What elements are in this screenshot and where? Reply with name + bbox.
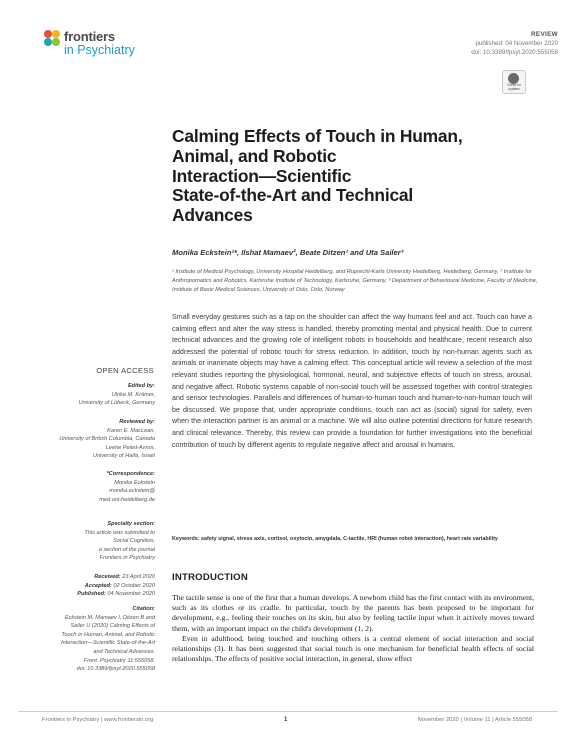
page-number: 1 — [284, 717, 288, 723]
editor-affiliation: University of Lübeck, Germany — [78, 400, 155, 407]
specialty-text: Frontiers in Psychiatry — [99, 555, 155, 562]
citation-text: Front. Psychiatry 11:555058. — [83, 657, 155, 664]
accepted-date: 02 October 2020 — [113, 582, 155, 589]
citation-block — [5, 605, 155, 674]
logo-word-journal: in Psychiatry — [64, 43, 135, 57]
specialty-text: Social Cognition, — [113, 538, 155, 545]
author-list: Monika Eckstein¹*, Ilshat Mamaev², Beate Ditzen¹ and Uta Sailer³ — [172, 248, 404, 257]
footer-divider — [18, 711, 558, 712]
introduction-heading: INTRODUCTION — [172, 572, 248, 583]
specialty-text: This article was submitted to — [84, 529, 155, 536]
specialty-section-label: Specialty section: — [107, 521, 155, 527]
published-date: published: 04 November 2020 — [475, 40, 558, 47]
article-title — [172, 127, 542, 226]
article-type: REVIEW — [530, 31, 558, 38]
correspondent-email[interactable]: med.uni-heidelberg.de — [99, 496, 155, 503]
title-line: Calming Effects of Touch in Human, — [172, 126, 463, 146]
citation-label: Citation: — [132, 606, 155, 612]
published-date-sidebar: 04 November 2020 — [107, 591, 155, 598]
check-updates-label: Check for updates — [507, 83, 521, 91]
accepted-label: Accepted: — [84, 582, 112, 589]
journal-logo — [42, 28, 162, 62]
reviewer-name: Leehe Peled-Avron, — [105, 444, 155, 451]
citation-doi[interactable]: doi: 10.3389/fpsyt.2020.555058 — [76, 666, 155, 673]
reviewer-affiliation: University of Haifa, Israel — [92, 453, 155, 460]
published-label: Published: — [77, 591, 106, 598]
citation-text: Eckstein M, Mamaev I, Ditzen B and — [64, 614, 155, 621]
check-for-updates-button[interactable] — [502, 70, 526, 94]
citation-text: Sailer U (2020) Calming Effects of — [70, 623, 155, 630]
open-access-label: OPEN ACCESS — [96, 366, 154, 375]
article-meta-header — [338, 30, 558, 57]
citation-text: Interaction—Scientific State-of-the-Art — [61, 640, 155, 647]
title-line: State-of-the-Art and Technical — [172, 185, 414, 206]
received-label: Received: — [94, 574, 121, 580]
received-line — [5, 573, 155, 582]
title-line: Interaction—Scientific — [172, 165, 352, 186]
footer-issue-info: November 2020 | Volume 11 | Article 555058 — [417, 717, 532, 723]
keywords: Keywords: safety signal, stress axis, cortisol, oxytocin, amygdala, C-tactile, HRI (human robot interaction), heart rate variability — [172, 536, 498, 542]
received-date: 23 April 2020 — [122, 574, 155, 580]
correspondent-name: Monika Eckstein — [114, 479, 155, 486]
citation-text: Touch in Human, Animal, and Robotic — [61, 631, 155, 638]
correspondent-email[interactable]: monika.eckstein@ — [109, 488, 155, 495]
frontiers-logo-icon — [42, 28, 62, 48]
reviewer-name: Karen E. MacLean, — [107, 427, 155, 434]
correspondence-label: *Correspondence: — [106, 471, 155, 477]
published-line — [5, 590, 155, 599]
title-line: Animal, and Robotic — [172, 145, 337, 166]
reviewed-by-block — [5, 418, 155, 461]
editor-name: Ulrike M. Krämer, — [111, 391, 155, 398]
edited-by-block — [5, 382, 155, 408]
intro-paragraph: Even in adulthood, being touched and touching others is a central element of social interaction and social relationships (3). It has been suggested that social touch is one mechanism for beneficial health effects of social relationships. The effects of positive social interaction, in general, show effect — [172, 633, 534, 664]
article-doi[interactable]: doi: 10.3389/fpsyt.2020.555058 — [471, 49, 558, 56]
edited-by-label: Edited by: — [127, 383, 155, 389]
logo-word-frontiers: frontiers — [64, 29, 115, 44]
introduction-body — [172, 593, 534, 664]
reviewed-by-label: Reviewed by: — [119, 419, 155, 425]
footer-journal-link[interactable]: Frontiers in Psychiatry | www.frontiersin.org — [42, 717, 154, 723]
specialty-section-block — [5, 520, 155, 563]
reviewer-affiliation: University of British Columbia, Canada — [59, 436, 155, 443]
dates-block — [5, 573, 155, 599]
specialty-text: a section of the journal — [98, 546, 155, 553]
accepted-line — [5, 582, 155, 591]
title-line: Advances — [172, 205, 253, 226]
intro-paragraph: The tactile sense is one of the first that a human develops. A newborn child has the first contact with its environment, such as its clothes or its cradle. In particular, touch by the parents has been proposed to be important for development, e.g., feeling their touches on its skin, but also by feeling tactile input when it actively moves toward them, with an important impact on the child's development (1, 2). — [172, 593, 534, 633]
abstract: Small everyday gestures such as a tap on the shoulder can affect the way humans feel and act. Touch can have a calming effect and alter the way stress is handled, thereby promoting mental and physical health. Due to current technical advances and the growing role of intelligent robots in households and healthcare, recent research also addressed the potential of robotic touch for stress reduction. In addition, touch by non-human agents such as animals or inanimate objects may have a calming effect. This conceptual article will review a selection of the most relevant studies reporting the physiological, hormonal, neural, and subjective effects of touch on stress, arousal, and negative affect. Robotic systems capable of non-social touch will be assessed together with control strategies and sensor technologies. Parallels and differences of human-to-human touch and human-to-non-human touch will be discussed. We propose that, under appropriate conditions, touch can act as (social) signal for safety, even when the interaction partner is an animal or a machine. We will also outline potential directions for future research and clinical relevance. Thereby, this review can provide a foundation for further investigations into the beneficial contribution of touch by different agents to regulate negative affect and arousal in humans. — [172, 313, 532, 449]
citation-text: and Technical Advances. — [93, 648, 155, 655]
correspondence-block — [5, 470, 155, 504]
affiliations: ¹ Institute of Medical Psychology, University Hospital Heidelberg, and Ruprecht-Karls University Heidelberg, Heidelberg, Germany, ² Institute for Anthropomatics and Robotics, Karlsruhe Institute of Technology, Karlsruhe, Germany, ³ Department of Behavioural Medicine, Faculty of Medicine, Institute of Basic Medical Sciences, University of Oslo, Oslo, Norway — [172, 269, 538, 293]
